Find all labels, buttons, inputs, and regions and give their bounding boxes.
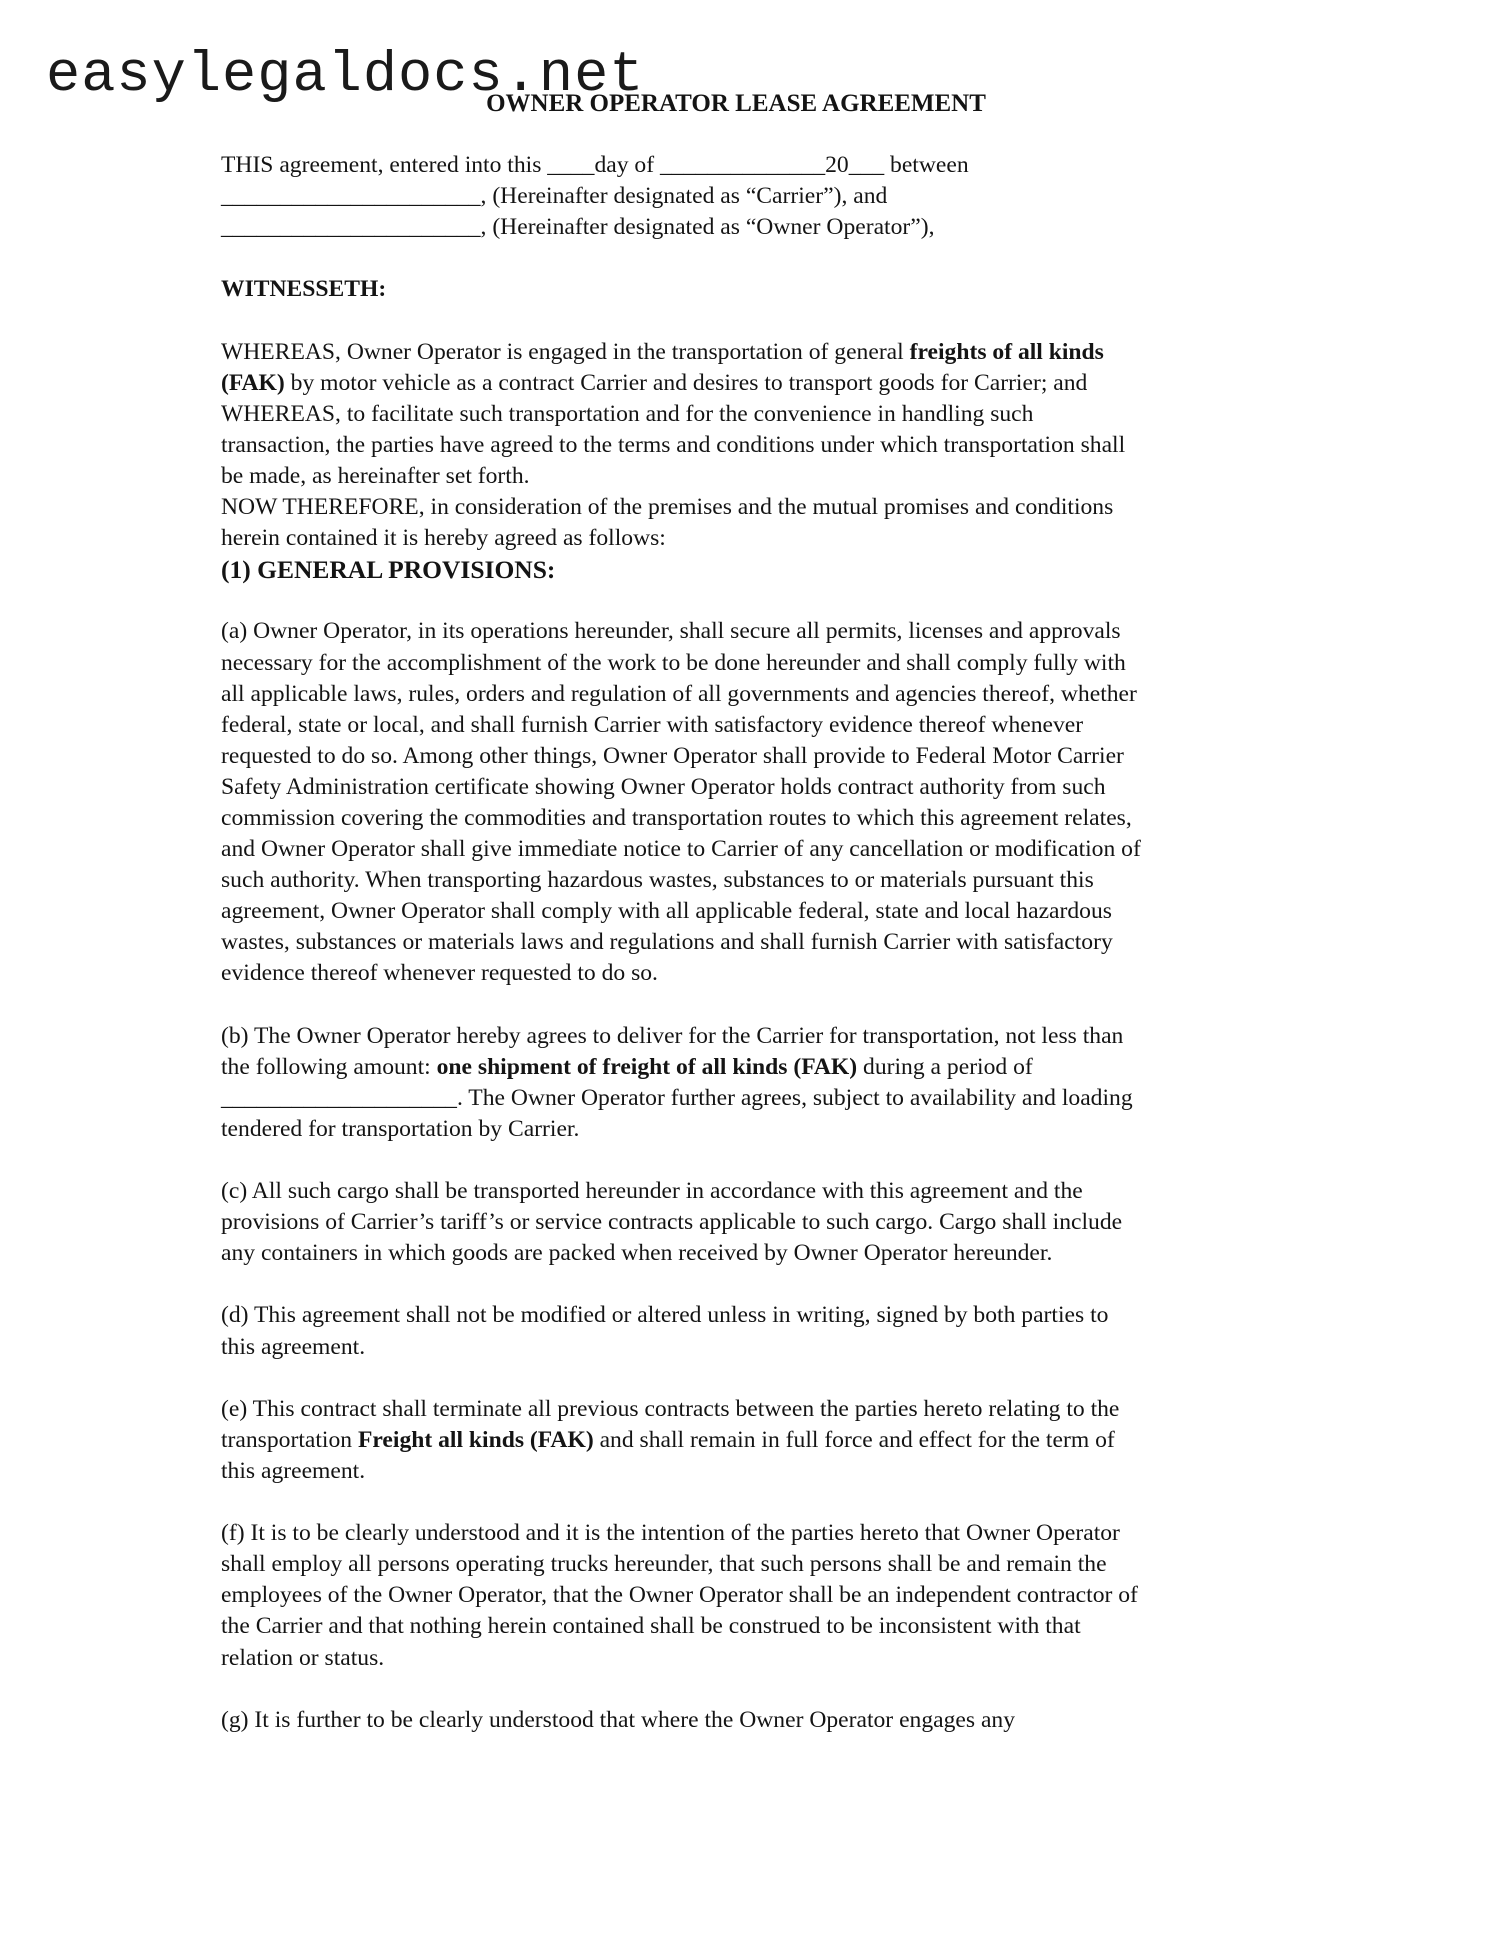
para-line: federal, state or local, and shall furnish Carrier with satisfactory evidence thereof whenever [221,711,1084,738]
whereas-line: WHEREAS, to facilitate such transportation and for the convenience in handling such [221,400,1034,427]
para-line [221,1425,1301,1456]
text: the following amount: [221,1053,437,1080]
whereas-line: be made, as hereinafter set forth. [221,462,530,489]
para-line: wastes, substances or materials laws and regulations and shall furnish Carrier with satisfactory [221,929,1113,956]
text: and shall remain in full force and effect for the term of [593,1426,1115,1453]
document-title: OWNER OPERATOR LEASE AGREEMENT [486,90,986,117]
para-line: this agreement. [221,1457,366,1484]
para-line: (b) The Owner Operator hereby agrees to deliver for the Carrier for transportation, not less than [221,1022,1124,1049]
para-line: commission covering the commodities and transportation routes to which this agreement relates, [221,804,1132,831]
bold-text: one shipment of freight of all kinds (FAK) [436,1053,858,1080]
intro-line: ______________________, (Hereinafter designated as “Owner Operator”), [221,214,935,241]
whereas-line [221,368,1301,399]
para-line: Safety Administration certificate showing Owner Operator holds contract authority from such [221,773,1106,800]
text: during a period of [857,1053,1033,1080]
para-line: the Carrier and that nothing herein contained shall be construed to be inconsistent with that [221,1613,1081,1640]
paragraph-c [221,1176,1301,1269]
para-line: this agreement. [221,1333,366,1360]
para-line [221,1052,1301,1083]
para-line: (c) All such cargo shall be transported hereunder in accordance with this agreement and the [221,1178,1083,1205]
section-heading: (1) GENERAL PROVISIONS: [221,555,556,585]
para-line: (a) Owner Operator, in its operations hereunder, shall secure all permits, licenses and approvals [221,618,1121,645]
para-line: (g) It is further to be clearly understood that where the Owner Operator engages any [221,1706,1016,1733]
para-line: relation or status. [221,1644,385,1671]
whereas-line: transaction, the parties have agreed to the terms and conditions under which transportation shall [221,431,1126,458]
para-line: (f) It is to be clearly understood and it is the intention of the parties hereto that Owner Operator [221,1520,1120,1547]
intro-line: THIS agreement, entered into this ____day of ______________20___ between [221,152,969,178]
para-line: (d) This agreement shall not be modified or altered unless in writing, signed by both parties to [221,1302,1109,1329]
para-line: and Owner Operator shall give immediate notice to Carrier of any cancellation or modification of [221,836,1141,863]
watermark-logo: easylegaldocs.net [46,44,645,108]
bold-text: (FAK) [221,369,285,396]
intro-block [221,150,1301,243]
para-line: provisions of Carrier’s tariff’s or service contracts applicable to such cargo. Cargo shall include [221,1209,1123,1236]
para-line: necessary for the accomplishment of the work to be done hereunder and shall comply fully with [221,649,1126,676]
para-line: (e) This contract shall terminate all previous contracts between the parties hereto relating to the [221,1395,1120,1422]
paragraph-e [221,1394,1301,1487]
whereas-line: NOW THEREFORE, in consideration of the premises and the mutual promises and conditions [221,494,1114,521]
para-line: evidence thereof whenever requested to do so. [221,960,658,987]
para-line: shall employ all persons operating trucks hereunder, that such persons shall be and remain the [221,1551,1107,1578]
bold-text: freights of all kinds [909,338,1104,365]
para-line: ____________________. The Owner Operator further agrees, subject to availability and loading [221,1084,1133,1111]
whereas-line: herein contained it is hereby agreed as follows: [221,525,666,552]
whereas-line [221,337,1301,368]
witnesseth-heading: WITNESSETH: [221,276,387,303]
text: WHEREAS, Owner Operator is engaged in the transportation of general [221,338,910,365]
intro-line: ______________________, (Hereinafter designated as “Carrier”), and [221,183,888,210]
para-line: tendered for transportation by Carrier. [221,1115,580,1142]
para-line: all applicable laws, rules, orders and regulation of all governments and agencies thereof, whether [221,680,1137,707]
whereas-block [221,337,1301,555]
bold-text: Freight all kinds (FAK) [357,1426,594,1453]
para-line: any containers in which goods are packed when received by Owner Operator hereunder. [221,1240,1053,1267]
document-page [221,88,1301,1736]
para-line: requested to do so. Among other things, Owner Operator shall provide to Federal Motor Carrier [221,742,1124,769]
para-line: such authority. When transporting hazardous wastes, substances to or materials pursuant this [221,867,1094,894]
paragraph-a [221,616,1301,989]
paragraph-b [221,1021,1301,1145]
paragraph-d [221,1300,1301,1362]
paragraph-g [221,1705,1301,1736]
text: transportation [221,1426,358,1453]
para-line: agreement, Owner Operator shall comply with all applicable federal, state and local hazardous [221,898,1112,925]
paragraph-f [221,1518,1301,1673]
para-line: employees of the Owner Operator, that the Owner Operator shall be an independent contractor of [221,1582,1138,1609]
text: by motor vehicle as a contract Carrier and desires to transport goods for Carrier; and [284,369,1088,396]
